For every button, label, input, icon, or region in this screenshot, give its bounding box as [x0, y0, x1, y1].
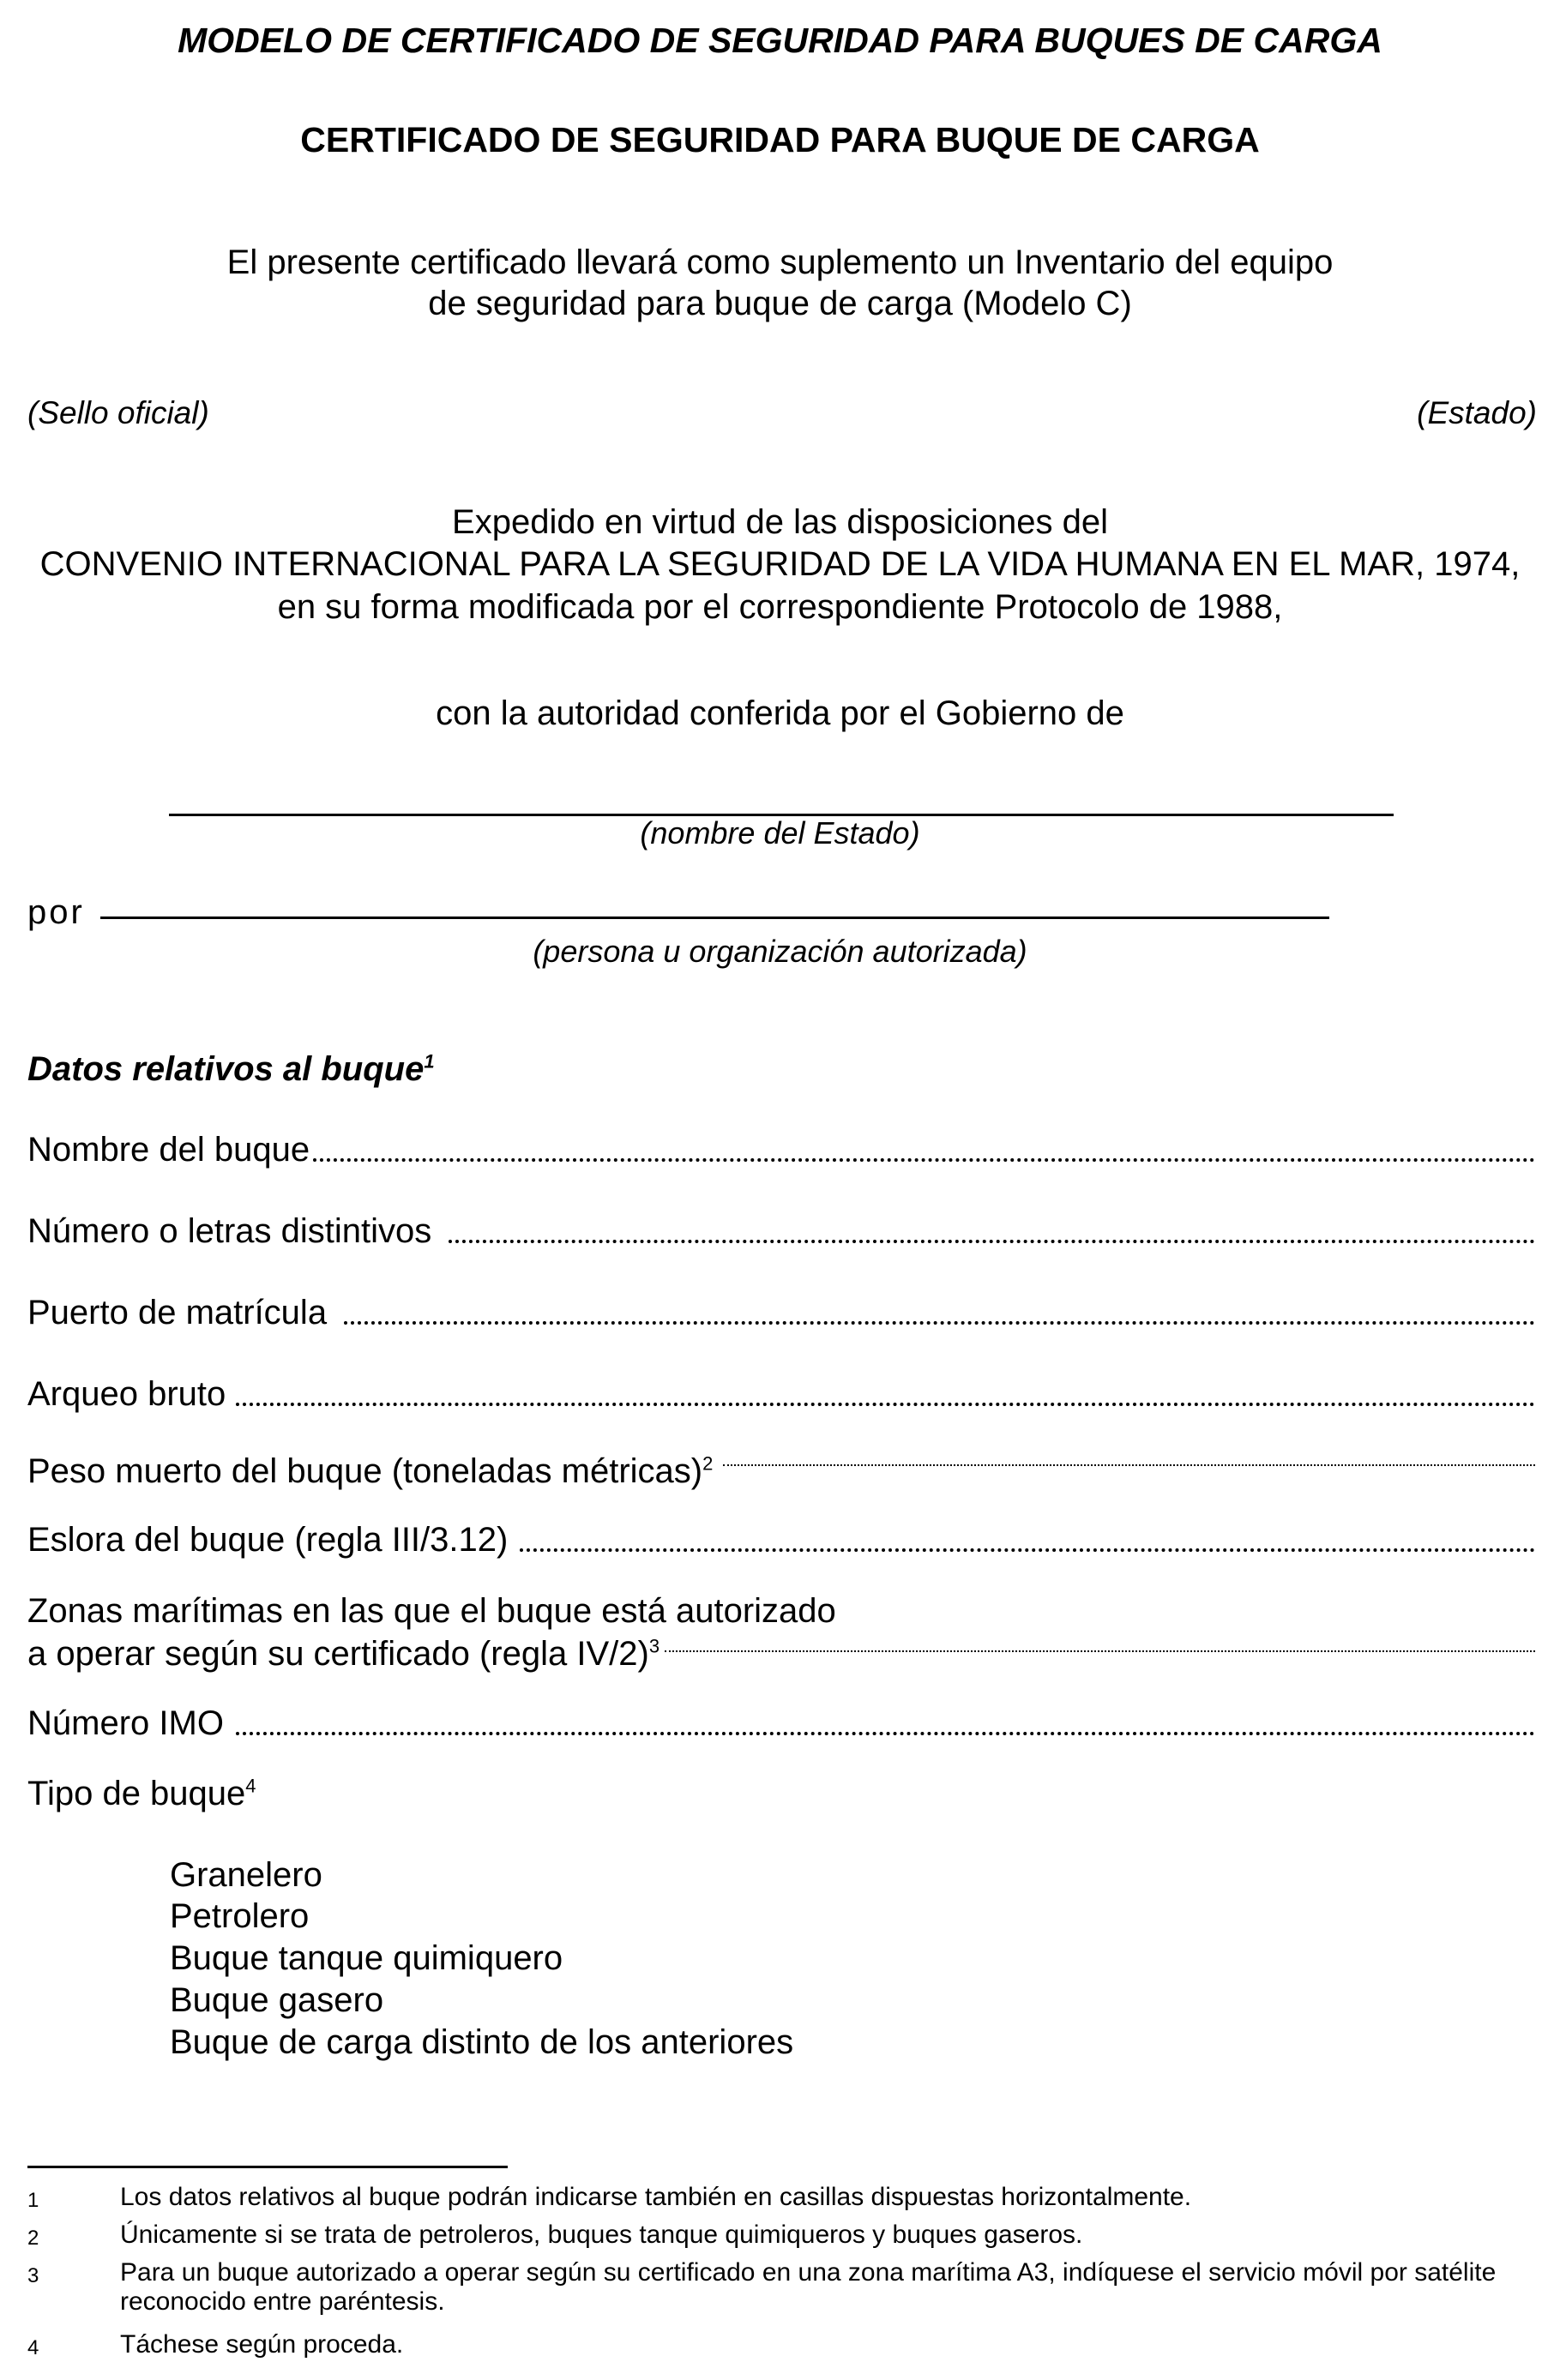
- ship-type-option[interactable]: Petrolero: [170, 1897, 310, 1935]
- ship-type-option[interactable]: Buque gasero: [170, 1981, 384, 2019]
- field-label: Número o letras distintivos: [27, 1212, 432, 1250]
- authorized-caption: (persona u organización autorizada): [533, 934, 1027, 969]
- fill-dots[interactable]: [344, 1320, 1535, 1325]
- deadweight-field[interactable]: [27, 1451, 1535, 1492]
- ship-type-label: Tipo de buque$^4$: [27, 1775, 256, 1812]
- ship-type-option[interactable]: Granelero: [170, 1856, 322, 1894]
- imo-number-field[interactable]: [27, 1703, 1535, 1744]
- field-label: Peso muerto del buque (toneladas métricas)$^2$: [27, 1452, 714, 1490]
- ship-data-heading: Datos relativos al buque$^1$: [27, 1050, 435, 1088]
- fill-dots[interactable]: [520, 1548, 1535, 1552]
- ship-length-field[interactable]: [27, 1519, 1535, 1560]
- fill-dots[interactable]: [236, 1731, 1535, 1735]
- state-label: (Estado): [1417, 395, 1537, 430]
- issuance-line-3: en su forma modificada por el correspondiente Protocolo de 1988,: [277, 588, 1283, 626]
- footnote-separator: [27, 2166, 508, 2168]
- issuance-line-2: CONVENIO INTERNACIONAL PARA LA SEGURIDAD DE LA VIDA HUMANA EN EL MAR, 1974,: [39, 545, 1521, 583]
- gross-tonnage-field[interactable]: [27, 1373, 1535, 1415]
- by-label: por: [27, 893, 85, 931]
- fill-dots[interactable]: [723, 1463, 1535, 1466]
- distinctive-number-field[interactable]: [27, 1211, 1535, 1252]
- fill-dots[interactable]: [449, 1239, 1535, 1243]
- field-label: a operar según su certificado (regla IV/2)$^3$: [27, 1635, 660, 1673]
- authority-line: con la autoridad conferida por el Gobierno de: [436, 694, 1124, 732]
- ship-type-option[interactable]: Buque tanque quimiquero: [170, 1939, 563, 1977]
- field-label: Puerto de matrícula: [27, 1294, 328, 1331]
- sea-areas-label-line-1: Zonas marítimas en las que el buque está autorizado: [27, 1592, 836, 1630]
- authorized-person-line[interactable]: [100, 917, 1329, 919]
- state-name-caption: (nombre del Estado): [640, 815, 920, 850]
- port-of-registry-field[interactable]: [27, 1292, 1535, 1333]
- fill-dots[interactable]: [236, 1402, 1535, 1406]
- field-label: Arqueo bruto: [27, 1375, 226, 1413]
- supplement-line-1: El presente certificado llevará como suplemento un Inventario del equipo: [226, 243, 1334, 281]
- supplement-line-2: de seguridad para buque de carga (Modelo C): [428, 285, 1132, 322]
- ship-name-field[interactable]: [27, 1129, 1535, 1170]
- fill-dots[interactable]: [665, 1650, 1535, 1652]
- fill-dots[interactable]: [313, 1157, 1535, 1162]
- field-label: Eslora del buque (regla III/3.12): [27, 1521, 509, 1559]
- issuance-line-1: Expedido en virtud de las disposiciones del: [452, 503, 1108, 541]
- ship-type-option[interactable]: Buque de carga distinto de los anteriores: [170, 2023, 794, 2061]
- field-label: Nombre del buque: [27, 1131, 310, 1169]
- certificate-title: CERTIFICADO DE SEGURIDAD PARA BUQUE DE CARGA: [300, 120, 1260, 159]
- model-title: MODELO DE CERTIFICADO DE SEGURIDAD PARA BUQUES DE CARGA: [178, 21, 1382, 60]
- sea-areas-field[interactable]: [27, 1633, 1535, 1674]
- field-label: Número IMO: [27, 1704, 224, 1742]
- official-seal-label: (Sello oficial): [27, 395, 209, 430]
